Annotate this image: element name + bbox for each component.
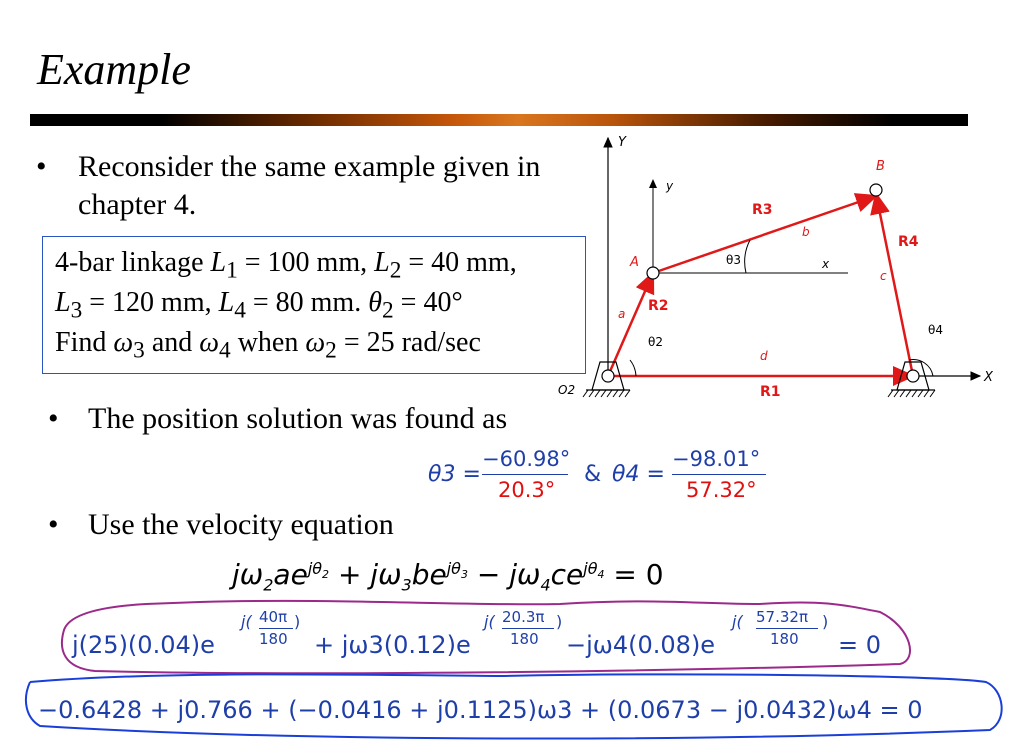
label-B: B: [876, 159, 885, 174]
label-x: x: [822, 257, 830, 271]
bullet-text: Use the velocity equation: [88, 508, 394, 541]
bullet-text: The position solution was found as: [88, 402, 508, 435]
ground-O2: [583, 362, 630, 397]
eq2-exp3-num: 57.32π: [756, 608, 808, 626]
label-theta3: θ3: [726, 253, 741, 267]
bullet-dot: •: [36, 150, 47, 183]
eq2-term2: + jω3(0.12)e: [314, 631, 471, 659]
label-R3: R3: [752, 202, 773, 218]
four-bar-linkage-diagram: [550, 128, 1000, 418]
label-c: c: [880, 269, 887, 283]
label-y: y: [666, 179, 674, 193]
eq2-term3: −jω4(0.08)e: [566, 631, 716, 659]
eq2-exp1-num: 40π: [259, 608, 288, 626]
theta3-value-b: 20.3°: [498, 478, 556, 502]
eq2-exp3-den: 180: [770, 630, 799, 648]
label-X: X: [984, 370, 993, 385]
theta3-label: θ3 =: [428, 462, 481, 487]
eq2-end: = 0: [838, 631, 882, 659]
title-divider-bar: [30, 114, 968, 126]
eq2-exp3-line: [756, 628, 818, 629]
eq2-exp2-den: 180: [510, 630, 539, 648]
label-A: A: [630, 255, 639, 270]
link-R4: [876, 194, 913, 376]
theta3-arc: [745, 240, 750, 273]
theta4-value-b: 57.32°: [686, 478, 757, 502]
theta4-label: θ4 =: [612, 462, 665, 487]
label-theta4: θ4: [928, 323, 943, 337]
label-b: b: [802, 225, 810, 239]
ampersand: &: [584, 462, 602, 487]
label-a: a: [618, 307, 626, 321]
eq2-exp1-line: [259, 628, 293, 629]
eq2-exp1-den: 180: [259, 630, 288, 648]
bullet-dot: •: [48, 508, 59, 541]
eq2-term1: j(25)(0.04)e: [72, 631, 215, 659]
given-line-2: $L_3 = 120$ mm, $L_4 = 80$ mm. $\theta_2 = 40^\circ$: [55, 287, 463, 324]
theta3-value-a: −60.98°: [482, 447, 571, 471]
eq2-exp-prefix-3: j(: [732, 612, 743, 631]
label-theta2: θ2: [648, 335, 663, 349]
pin-A: [647, 267, 659, 279]
bullet-text: Reconsider the same example given in chapter 4.: [78, 150, 541, 221]
label-d: d: [760, 349, 768, 363]
theta4-fraction-line: [672, 474, 766, 475]
eq2-exp-suffix-1: ): [294, 612, 301, 631]
theta2-arc: [630, 360, 636, 376]
eq2-exp-prefix-2: j(: [484, 612, 495, 631]
slide-title: Example: [37, 45, 191, 94]
label-Y: Y: [618, 135, 626, 150]
eq2-exp-prefix-1: j(: [241, 612, 252, 631]
given-line-1: 4-bar linkage $L_1 = 100$ mm, $L_2 = 40$ mm,: [55, 247, 517, 284]
theta4-value-a: −98.01°: [672, 447, 761, 471]
eq3: −0.6428 + j0.766 + (−0.0416 + j0.1125)ω3 + (0.0673 − j0.0432)ω4 = 0: [38, 696, 923, 724]
label-O2: O2: [558, 383, 576, 397]
pin-B: [870, 184, 882, 196]
bullet-dot: •: [48, 402, 59, 435]
given-box: [42, 236, 586, 374]
eq2-exp2-num: 20.3π: [502, 608, 545, 626]
velocity-equation: $j\omega_2ae^{j\theta_2} + j\omega_3be^{j\theta_3} - j\omega_4ce^{j\theta_4} = 0$: [232, 558, 664, 595]
eq2-exp-suffix-2: ): [556, 612, 563, 631]
eq2-exp-suffix-3: ): [822, 612, 829, 631]
theta3-fraction-line: [482, 474, 568, 475]
label-R1: R1: [760, 384, 781, 400]
label-R4: R4: [898, 234, 919, 250]
label-R2: R2: [648, 298, 669, 314]
given-line-3: Find $\omega_3$ and $\omega_4$ when $\omega_2 = 25$ rad/sec: [55, 327, 481, 364]
eq2-exp2-line: [502, 628, 554, 629]
